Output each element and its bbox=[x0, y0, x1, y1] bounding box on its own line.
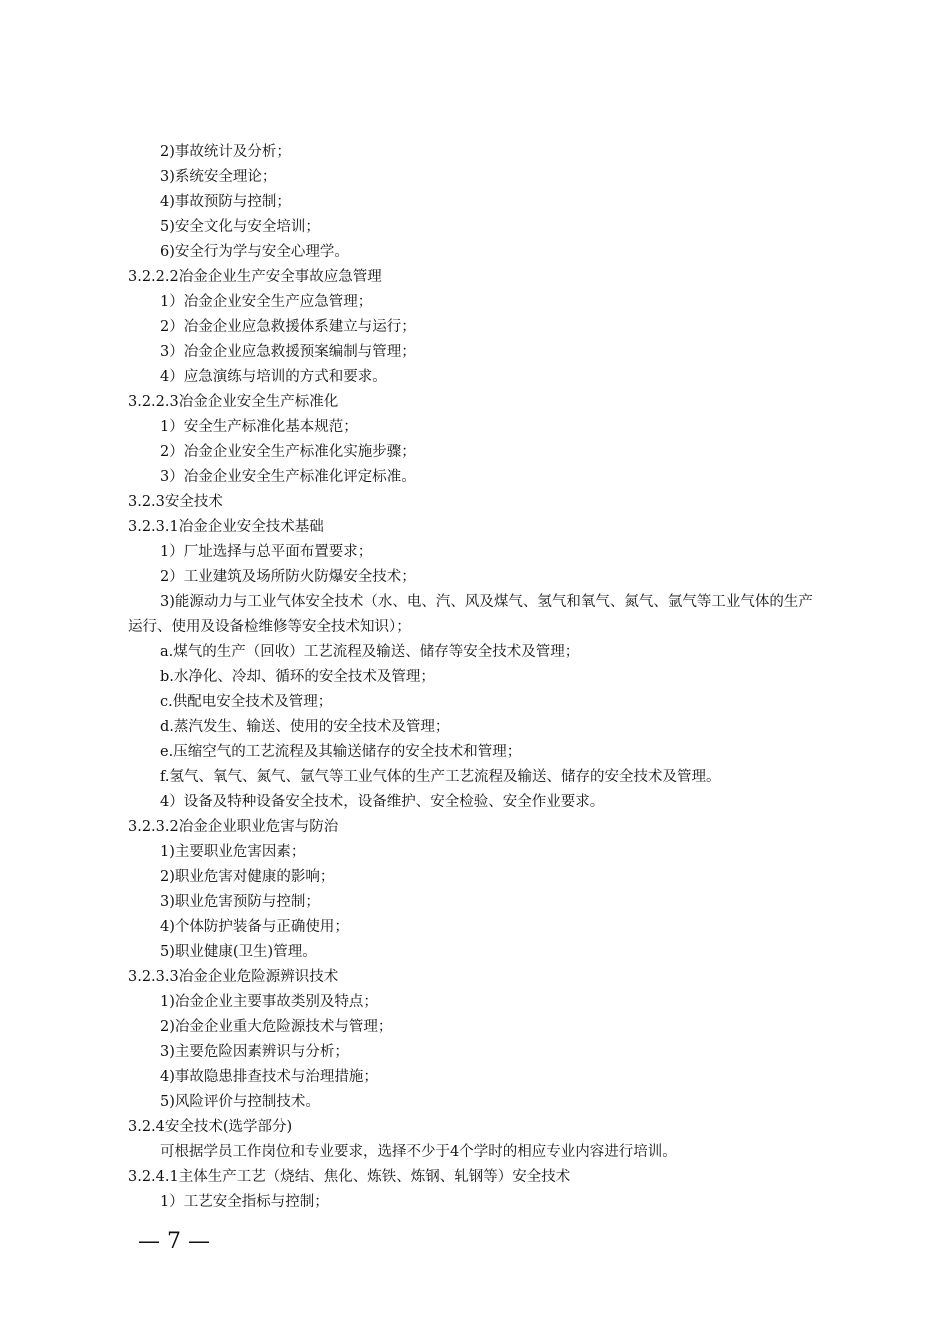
list-item: 1）工艺安全指标与控制； bbox=[160, 1194, 329, 1210]
list-item: 2)职业危害对健康的影响； bbox=[160, 869, 335, 885]
list-item: 3)能源动力与工业气体安全技术（水、电、汽、风及煤气、氢气和氧气、氮气、氩气等工业气体的生产运行、使用及设备检维修等安全技术知识）； bbox=[128, 594, 813, 635]
list-item: 2)事故统计及分析； bbox=[160, 144, 291, 160]
list-item: 6)安全行为学与安全心理学。 bbox=[160, 244, 349, 260]
list-item: 4)事故预防与控制； bbox=[160, 194, 291, 210]
list-item: 4）设备及特种设备安全技术，设备维护、安全检验、安全作业要求。 bbox=[160, 794, 605, 810]
list-item: 4）应急演练与培训的方式和要求。 bbox=[160, 369, 387, 385]
document-body bbox=[128, 140, 818, 1215]
list-item: 2)冶金企业重大危险源技术与管理； bbox=[160, 1019, 393, 1035]
page-number: — 7 — bbox=[138, 1229, 210, 1254]
section-heading: 3.2.3安全技术 bbox=[128, 494, 223, 510]
list-item: 5)风险评价与控制技术。 bbox=[160, 1094, 320, 1110]
list-item: f.氢气、氧气、氮气、氩气等工业气体的生产工艺流程及输送、储存的安全技术及管理。 bbox=[160, 769, 721, 785]
list-item: 1）安全生产标准化基本规范； bbox=[160, 419, 358, 435]
list-item: 2）冶金企业应急救援体系建立与运行； bbox=[160, 319, 416, 335]
section-heading: 3.2.4.1主体生产工艺（烧结、焦化、炼铁、炼钢、轧钢等）安全技术 bbox=[128, 1169, 571, 1185]
list-item: 1)主要职业危害因素； bbox=[160, 844, 306, 860]
list-item: c.供配电安全技术及管理； bbox=[160, 694, 333, 710]
list-item: 5)职业健康(卫生)管理。 bbox=[160, 944, 317, 960]
list-item: 4)个体防护装备与正确使用； bbox=[160, 919, 349, 935]
section-heading: 3.2.3.3冶金企业危险源辨识技术 bbox=[128, 969, 339, 985]
list-item: 3）冶金企业安全生产标准化评定标准。 bbox=[160, 469, 416, 485]
section-heading: 3.2.2.3冶金企业安全生产标准化 bbox=[128, 394, 339, 410]
list-item: e.压缩空气的工艺流程及其输送储存的安全技术和管理； bbox=[160, 744, 522, 760]
list-item: 2）工业建筑及场所防火防爆安全技术； bbox=[160, 569, 416, 585]
section-heading: 3.2.2.2冶金企业生产安全事故应急管理 bbox=[128, 269, 382, 285]
section-heading: 3.2.3.1冶金企业安全技术基础 bbox=[128, 519, 324, 535]
list-item: b.水净化、冷却、循环的安全技术及管理； bbox=[160, 669, 435, 685]
list-item: 4)事故隐患排查技术与治理措施； bbox=[160, 1069, 378, 1085]
list-item: a.煤气的生产（回收）工艺流程及输送、储存等安全技术及管理； bbox=[160, 644, 580, 660]
list-item: 3)系统安全理论； bbox=[160, 169, 277, 185]
section-heading: 3.2.3.2冶金企业职业危害与防治 bbox=[128, 819, 339, 835]
list-item: 3)主要危险因素辨识与分析； bbox=[160, 1044, 349, 1060]
section-heading: 3.2.4安全技术(选学部分) bbox=[128, 1119, 293, 1135]
list-item: 1）冶金企业安全生产应急管理； bbox=[160, 294, 373, 310]
list-item: 5)安全文化与安全培训； bbox=[160, 219, 320, 235]
list-item: d.蒸汽发生、输送、使用的安全技术及管理； bbox=[160, 719, 450, 735]
list-item: 3）冶金企业应急救援预案编制与管理； bbox=[160, 344, 416, 360]
list-item: 3)职业危害预防与控制； bbox=[160, 894, 320, 910]
list-item: 1)冶金企业主要事故类别及特点； bbox=[160, 994, 378, 1010]
list-item: 1）厂址选择与总平面布置要求； bbox=[160, 544, 373, 560]
list-item: 可根据学员工作岗位和专业要求，选择不少于4个学时的相应专业内容进行培训。 bbox=[160, 1144, 677, 1160]
list-item: 2）冶金企业安全生产标准化实施步骤； bbox=[160, 444, 416, 460]
